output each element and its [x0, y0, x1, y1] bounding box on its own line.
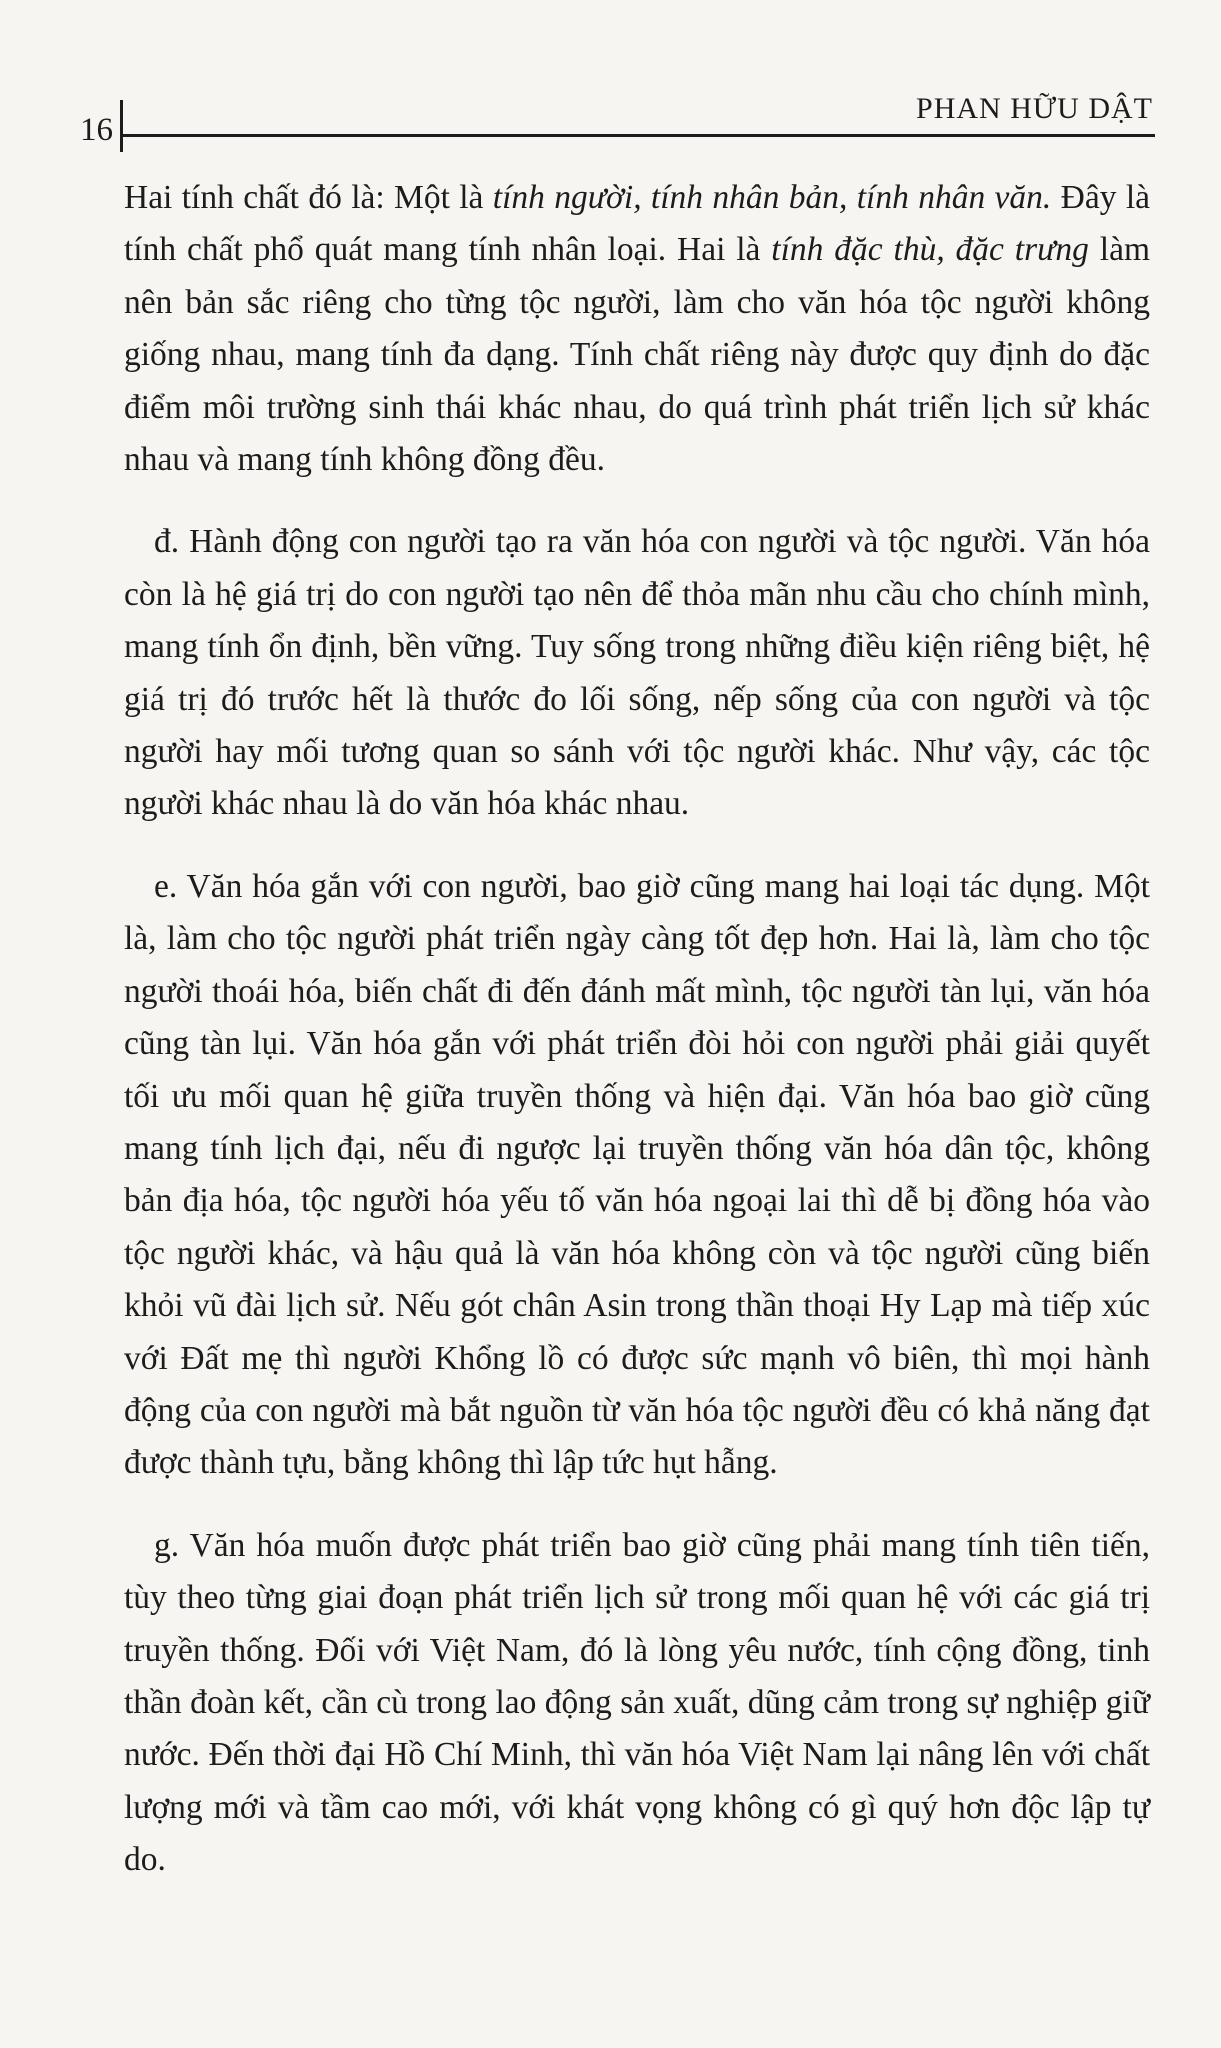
- header-horizontal-rule: [122, 134, 1155, 137]
- paragraph-1: [124, 172, 1150, 486]
- running-head-author: PHAN HỮU DẬT: [916, 92, 1153, 125]
- p1-text-a: Hai tính chất đó là: Một là: [124, 179, 493, 216]
- p1-text-e: làm nên bản sắc riêng cho từng tộc người, làm cho văn hóa tộc người không giống nhau, mang tính đa dạng. Tính chất riêng này được quy định do đặc điểm môi trường sinh thái khác nhau, do quá trình phát triển lịch sử khác nhau và mang tính không đồng đều.: [124, 231, 1151, 479]
- page-header: [80, 92, 1155, 148]
- paragraph-g: g. Văn hóa muốn được phát triển bao giờ cũng phải mang tính tiên tiến, tùy theo từng giai đoạn phát triển lịch sử trong mối quan hệ với các giá trị truyền thống. Đối với Việt Nam, đó là lòng yêu nước, tính cộng đồng, tinh thần đoàn kết, cần cù trong lao động sản xuất, dũng cảm trong sự nghiệp giữ nước. Đến thời đại Hồ Chí Minh, thì văn hóa Việt Nam lại nâng lên với chất lượng mới và tầm cao mới, với khát vọng không có gì quý hơn độc lập tự do.: [124, 1526, 1150, 1879]
- p1-italic-d: tính đặc thù, đặc trưng: [771, 231, 1089, 269]
- p1-text-c: Đây là tính chất phổ quát mang tính nhân loại. Hai là: [124, 179, 1150, 269]
- p1-italic-b: tính người, tính nhân bản, tính nhân văn.: [492, 179, 1052, 216]
- paragraph-e: e. Văn hóa gắn với con người, bao giờ cũng mang hai loại tác dụng. Một là, làm cho tộc người phát triển ngày càng tốt đẹp hơn. Hai là, làm cho tộc người thoái hóa, biến chất đi đến đánh mất mình, tộc người tàn lụi, văn hóa cũng tàn lụi. Văn hóa gắn với phát triển đòi hỏi con người phải giải quyết tối ưu mối quan hệ giữa truyền thống và hiện đại. Văn hóa bao giờ cũng mang tính lịch đại, nếu đi ngược lại truyền thống văn hóa dân tộc, không bản địa hóa, tộc người hóa yếu tố văn hóa ngoại lai thì dễ bị đồng hóa vào tộc người khác, và hậu quả là văn hóa không còn và tộc người cũng biến khỏi vũ đài lịch sử. Nếu gót chân Asin trong thần thoại Hy Lạp mà tiếp xúc với Đất mẹ thì người Khổng lồ có được sức mạnh vô biên, thì mọi hành động của con người mà bắt nguồn từ văn hóa tộc người đều có khả năng đạt được thành tựu, bằng không thì lập tức hụt hẫng.: [124, 867, 1150, 1482]
- header-vertical-rule: [120, 100, 123, 152]
- body-text: [124, 172, 1150, 1917]
- paragraph-d: đ. Hành động con người tạo ra văn hóa con người và tộc người. Văn hóa còn là hệ giá trị do con người tạo nên để thỏa mãn nhu cầu cho chính mình, mang tính ổn định, bền vững. Tuy sống trong những điều kiện riêng biệt, hệ giá trị đó trước hết là thước đo lối sống, nếp sống của con người và tộc người hay mối tương quan so sánh với tộc người khác. Như vậy, các tộc người khác nhau là do văn hóa khác nhau.: [124, 523, 1150, 823]
- page-number: 16: [80, 112, 113, 148]
